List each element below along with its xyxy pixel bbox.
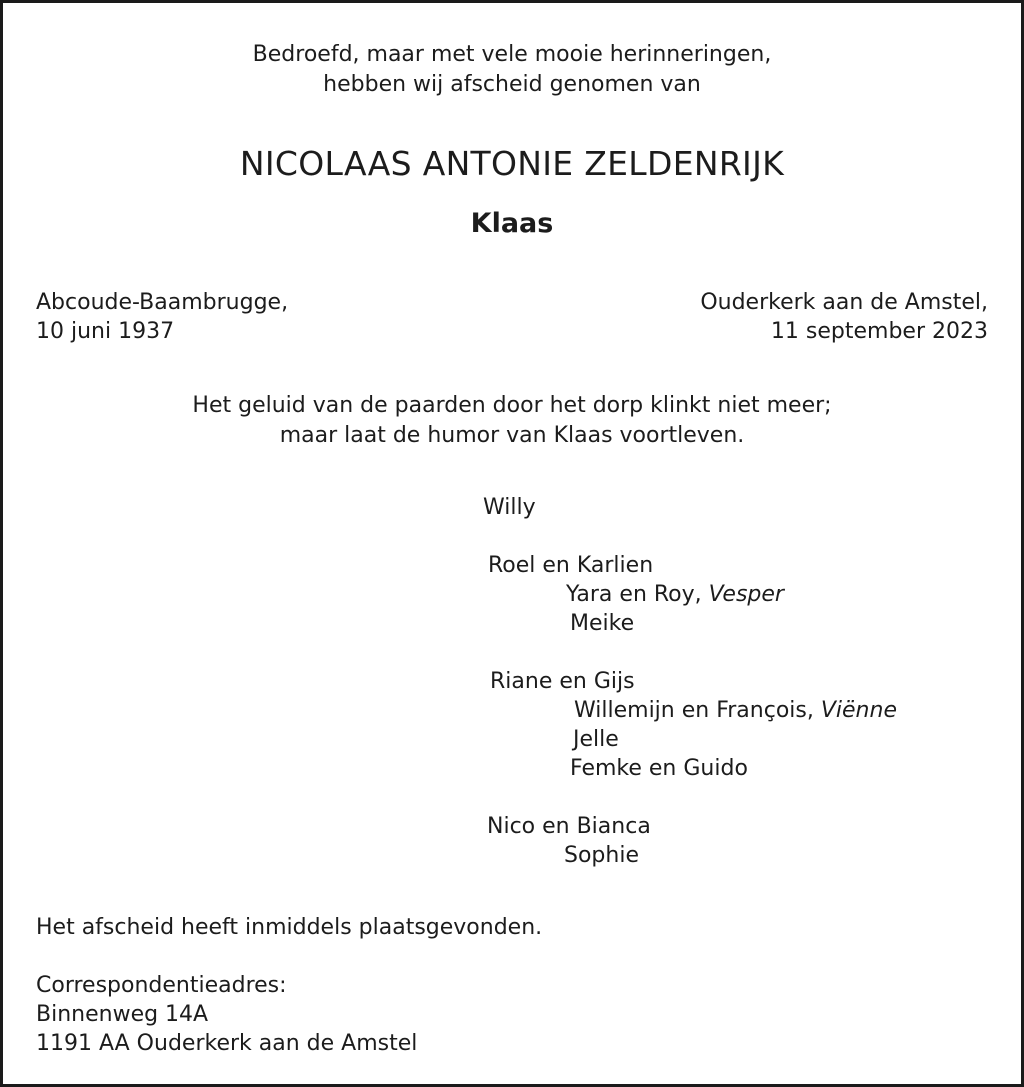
intro-line-2: hebben wij afscheid genomen van <box>323 72 701 97</box>
birth-date: 10 juni 1937 <box>36 319 175 344</box>
farewell-note: Het afscheid heeft inmiddels plaatsgevonden. <box>36 915 543 940</box>
intro-line-1: Bedroefd, maar met vele mooie herinneringen, <box>252 42 772 67</box>
quote-line-1: Het geluid van de paarden door het dorp klinkt niet meer; <box>192 393 832 418</box>
family-2-child-2: Jelle <box>573 727 619 752</box>
deceased-full-name: NICOLAAS ANTONIE ZELDENRIJK <box>239 144 785 183</box>
family-3-child-1: Sophie <box>564 843 639 868</box>
family-1-grandchild: Vesper <box>708 582 784 607</box>
spouse-name: Willy <box>483 495 536 520</box>
family-3-parents: Nico en Bianca <box>487 814 651 839</box>
family-2-parents: Riane en Gijs <box>490 669 635 694</box>
quote-line-2: maar laat de humor van Klaas voortleven. <box>279 423 745 448</box>
address-street: Binnenweg 14A <box>36 1002 209 1027</box>
family-1-child-1-names: Yara en Roy, <box>566 582 709 607</box>
family-1-child-2: Meike <box>570 611 635 636</box>
family-2-child-1-names: Willemijn en François, <box>574 698 821 723</box>
address-label: Correspondentieadres: <box>36 973 287 998</box>
family-1-child-1 <box>566 580 784 609</box>
address-city: 1191 AA Ouderkerk aan de Amstel <box>36 1031 418 1056</box>
birth-place: Abcoude-Baambrugge, <box>36 290 289 315</box>
family-1-parents: Roel en Karlien <box>488 553 654 578</box>
family-2-grandchild: Viënne <box>820 698 897 723</box>
deceased-nickname: Klaas <box>470 208 554 239</box>
family-2-child-1 <box>574 696 897 725</box>
death-date: 11 september 2023 <box>770 319 988 344</box>
family-2-child-3: Femke en Guido <box>570 756 748 781</box>
death-place: Ouderkerk aan de Amstel, <box>700 290 988 315</box>
